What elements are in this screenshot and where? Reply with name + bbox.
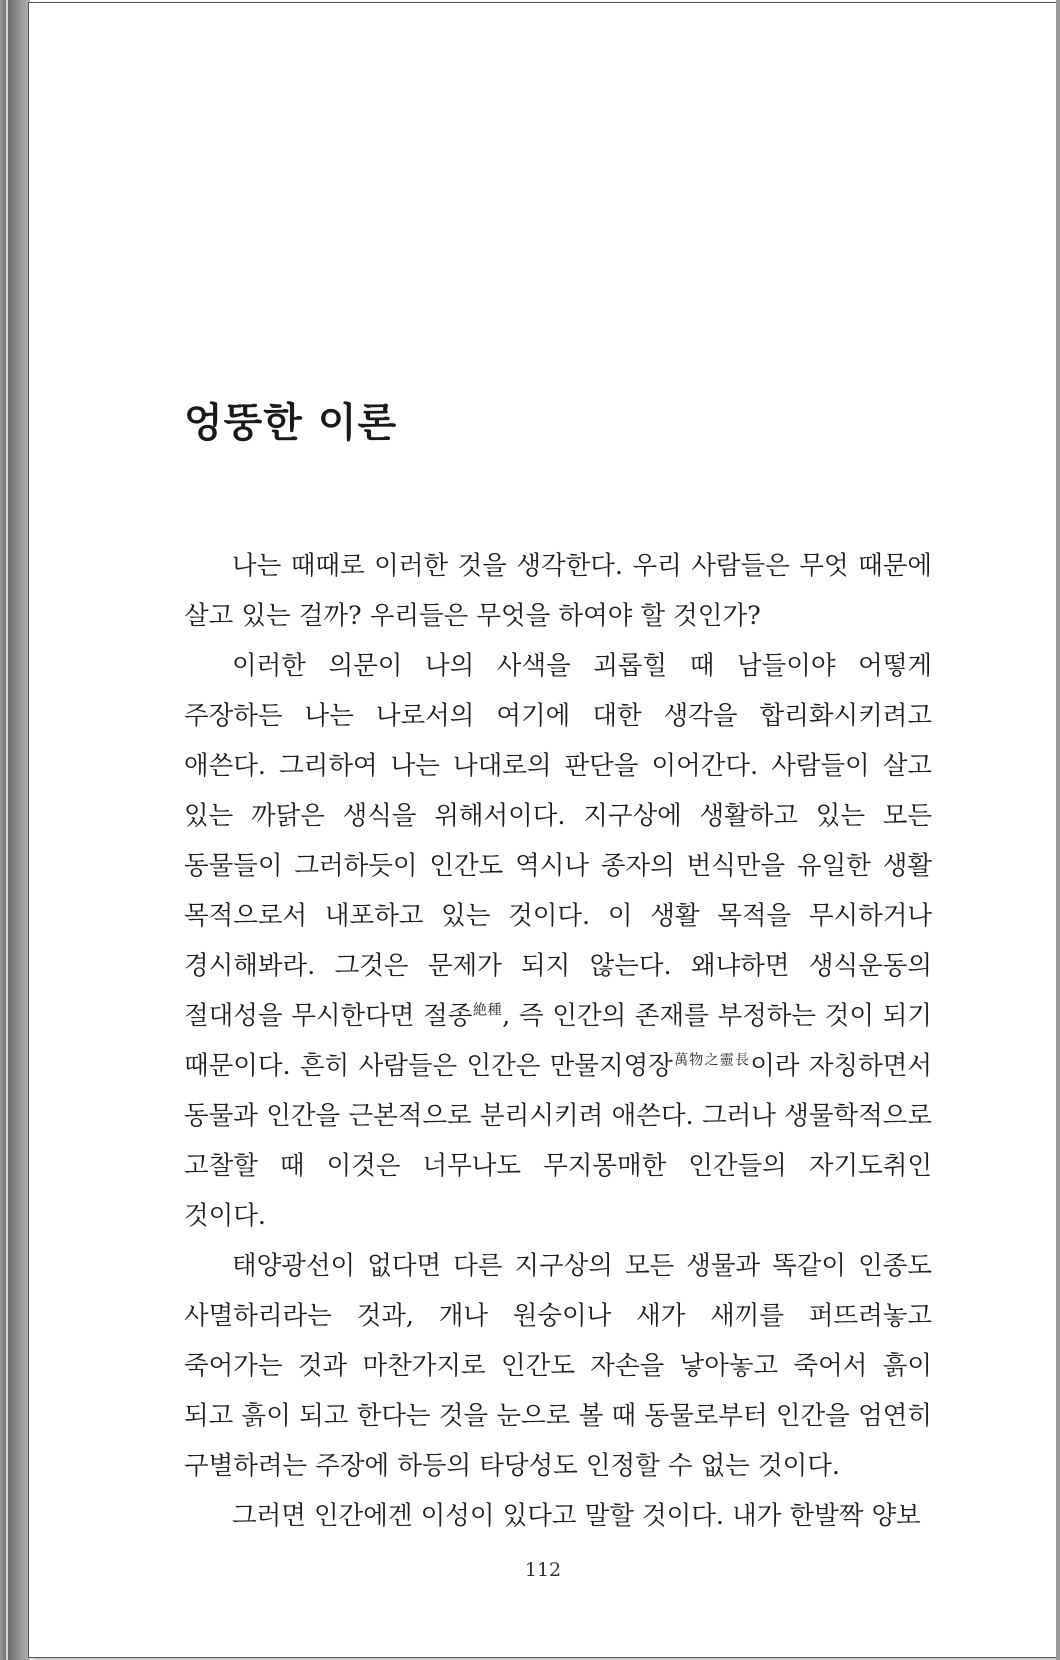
paragraph-1: 나는 때때로 이러한 것을 생각한다. 우리 사람들은 무엇 때문에 살고 있는 걸까? 우리들은 무엇을 하여야 할 것인가? — [184, 551, 932, 631]
paragraph-4: 그러면 인간에겐 이성이 있다고 말할 것이다. 내가 한발짝 양보 — [232, 1501, 921, 1531]
paragraph-2-part-a: 이러한 의문이 나의 사색을 괴롭힐 때 남들이야 어떻게 주장하든 나는 나로서의 여기에 대한 생각을 합리화시키려고 애쓴다. 그리하여 나는 나대로의 판단을 이어간다. 사람들이 살고 있는 까닭은 생식을 위해서이다. 지구상에 생활하고 있는 모든 동물들이 그러하듯이 인간도 역시나 종자의 번식만을 유일한 생활 목적으로서 내포하고 있는 것이다. 이 생활 목적을 무시하거나 경시해봐라. 그것은 문제가 되지 않는다. 왜냐하면 생식운동의 절대성을 무시한다면 절종 — [184, 651, 932, 1031]
paragraph-2 — [184, 641, 932, 1241]
paragraph-2-part-b: , 즉 인간의 존재를 부정하는 것이 되기 때문이다. 흔히 사람들은 인간은 만물지영장 — [184, 1001, 932, 1081]
book-page-stack-edge — [0, 0, 30, 1660]
paragraph-3: 태양광선이 없다면 다른 지구상의 모든 생물과 똑같이 인종도 사멸하리라는 것과, 개나 원숭이나 새가 새끼를 퍼뜨려놓고 죽어가는 것과 마찬가지로 인간도 자손을 낳아놓고 죽어서 흙이 되고 흙이 되고 한다는 것을 눈으로 볼 때 동물로부터 인간을 엄연히 구별하려는 주장에 하등의 타당성도 인정할 수 없는 것이다. — [184, 1251, 932, 1481]
page-number: 112 — [524, 1559, 562, 1581]
body-text — [184, 541, 932, 1541]
book-page — [28, 2, 1058, 1658]
hanja-annotation-jeoljong: 絶種 — [472, 1002, 503, 1019]
hanja-annotation-manmul: 萬物之靈長 — [672, 1052, 751, 1069]
paragraph-2-part-c: 이라 자칭하면서 동물과 인간을 근본적으로 분리시키려 애쓴다. 그러나 생물학적으로 고찰할 때 이것은 너무나도 무지몽매한 인간들의 자기도취인 것이다. — [184, 1051, 932, 1231]
page-right-edge — [1056, 0, 1060, 1660]
chapter-title: 엉뚱한 이론 — [184, 400, 398, 446]
